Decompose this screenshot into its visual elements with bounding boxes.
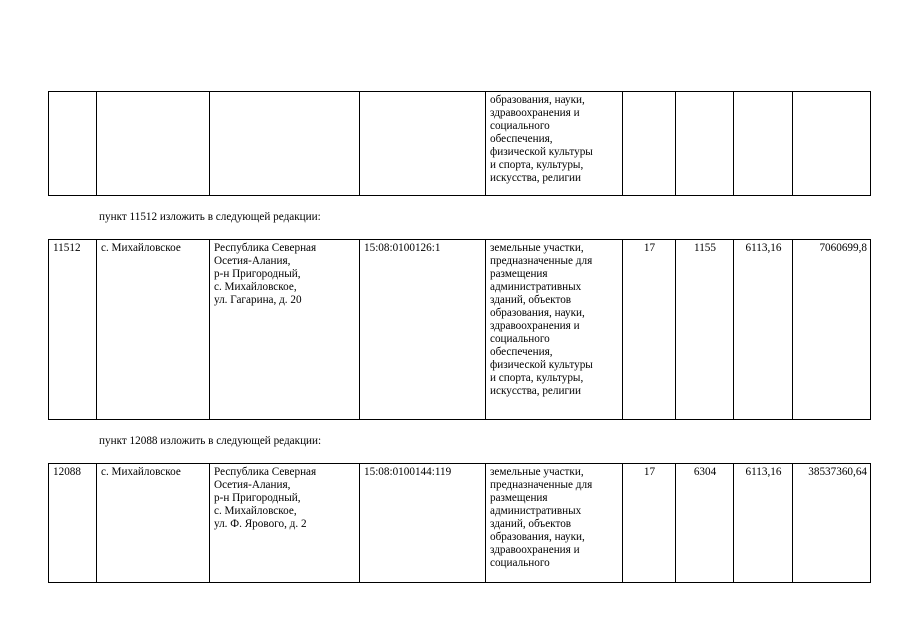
cell-rate: 6113,16 [734,464,793,583]
cell-value: 38537360,64 [793,464,871,583]
cell-address: Республика Северная Осетия-Алания, р-н Пригородный, с. Михайловское, ул. Ф. Ярового, д. 2 [210,464,360,583]
cell-code: 17 [623,464,676,583]
cell-cadastral-number: 15:08:0100126:1 [360,240,486,420]
cell-rate: 6113,16 [734,240,793,420]
amendment-note-12088: пункт 12088 изложить в следующей редакции: [99,435,322,447]
table-row [49,464,871,583]
cell-number: 12088 [49,464,97,583]
cell-locality [97,92,210,196]
cell-purpose: образования, науки, здравоохранения и социального обеспечения, физической культуры и спорта, культуры, искусства, религии [486,92,623,196]
cell-locality: с. Михайловское [97,464,210,583]
cell-value [793,92,871,196]
cell-cadastral-number [360,92,486,196]
cell-purpose: земельные участки, предназначенные для размещения административных зданий, объектов образования, науки, здравоохранения и социального [486,464,623,583]
cell-value: 7060699,8 [793,240,871,420]
registry-table-11512 [48,239,871,420]
cell-area: 6304 [676,464,734,583]
registry-table-12088 [48,463,871,583]
cell-locality: с. Михайловское [97,240,210,420]
amendment-note-11512: пункт 11512 изложить в следующей редакции: [99,211,321,223]
cell-number [49,92,97,196]
cell-number: 11512 [49,240,97,420]
cell-cadastral-number: 15:08:0100144:119 [360,464,486,583]
table-row [49,92,871,196]
cell-address [210,92,360,196]
cell-address: Республика Северная Осетия-Алания, р-н Пригородный, с. Михайловское, ул. Гагарина, д. 20 [210,240,360,420]
table-row [49,240,871,420]
cell-code: 17 [623,240,676,420]
registry-table-continuation [48,91,871,196]
cell-area: 1155 [676,240,734,420]
cell-purpose: земельные участки, предназначенные для размещения административных зданий, объектов образования, науки, здравоохранения и социального обеспечения, физической культуры и спорта, культуры, искусства, религии [486,240,623,420]
cell-rate [734,92,793,196]
cell-code [623,92,676,196]
cell-area [676,92,734,196]
